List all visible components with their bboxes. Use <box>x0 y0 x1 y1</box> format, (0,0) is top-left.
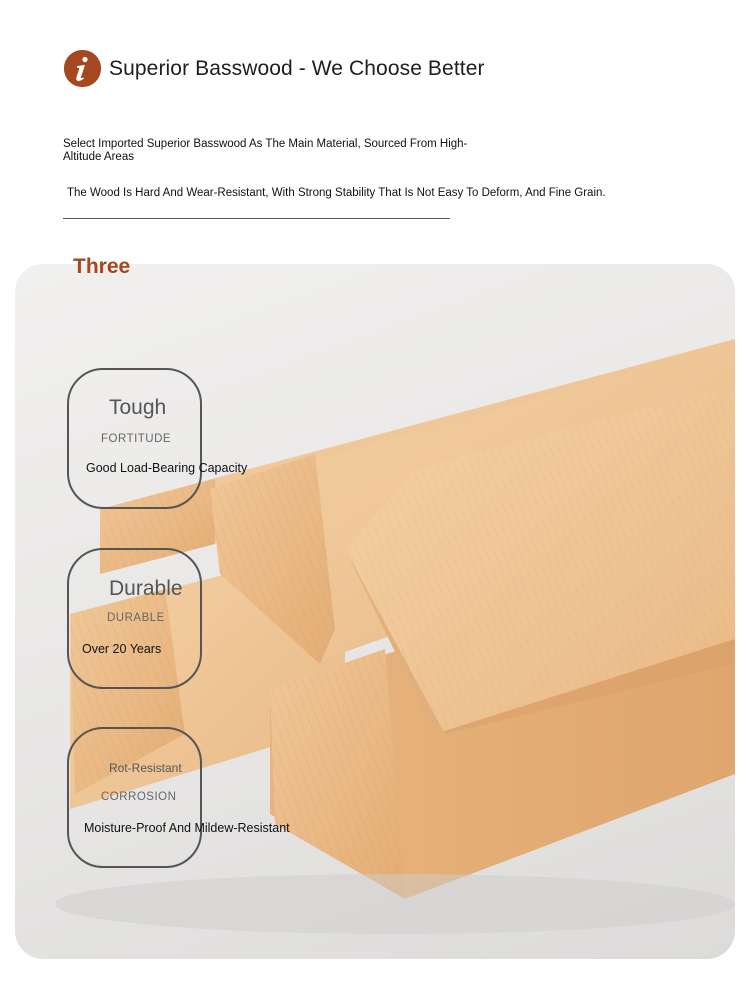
feature-subtitle: FORTITUDE <box>101 433 172 445</box>
feature-description: Over 20 Years <box>82 642 162 656</box>
description-line-2: The Wood Is Hard And Wear-Resistant, With Strong Stability That Is Not Easy To Deform, And Fine Grain. <box>67 187 606 199</box>
feature-title: Rot-Resistant <box>109 761 182 775</box>
section-header <box>64 50 485 87</box>
section-label: Three <box>73 255 131 278</box>
feature-title: Durable <box>109 577 183 600</box>
feature-subtitle: DURABLE <box>107 612 165 624</box>
feature-description: Moisture-Proof And Mildew-Resistant <box>84 821 290 835</box>
feature-title: Tough <box>109 396 167 419</box>
feature-subtitle: CORROSION <box>101 791 177 803</box>
feature-description: Good Load-Bearing Capacity <box>86 461 248 475</box>
description-line-1: Select Imported Superior Basswood As The Main Material, Sourced From High-Altitude Areas <box>63 138 468 163</box>
info-icon <box>64 50 101 87</box>
divider <box>63 218 450 219</box>
page-title: Superior Basswood - We Choose Better <box>109 56 485 80</box>
